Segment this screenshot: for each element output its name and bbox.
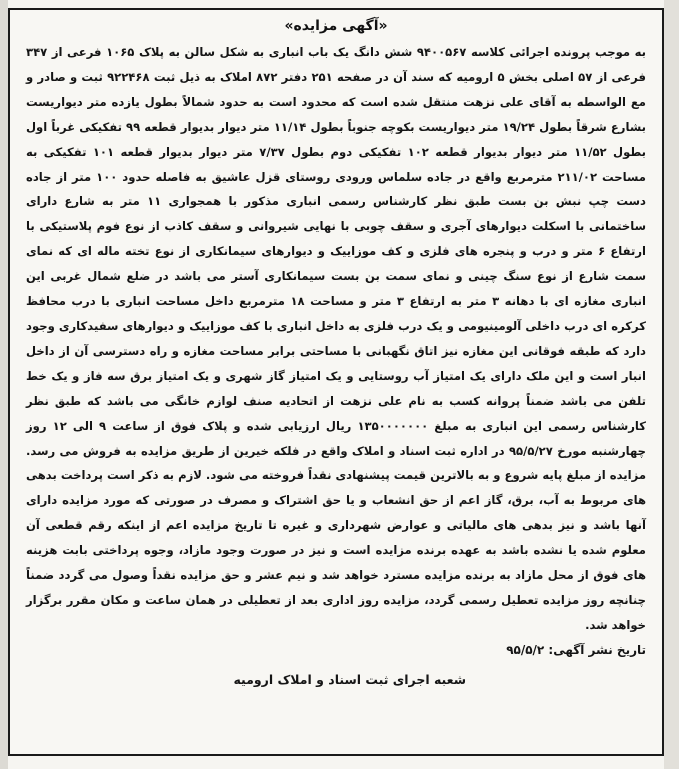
publish-date: تاریخ نشر آگهی: ۹۵/۵/۲ (506, 642, 646, 657)
issuing-office-signature: شعبه اجرای ثبت اسناد و املاک ارومیه (233, 671, 466, 687)
scan-edge-left (0, 0, 8, 769)
notice-body: به موجب پرونده اجرائی کلاسه ۹۴۰۰۵۶۷ شش دانگ یک باب انباری به شکل سالن به پلاک ۱۰۶۵ فرعی از ۳۴۷ فرعی از ۵۷ اصلی بخش ۵ ارومیه که سند آن در صفحه ۲۵۱ دفتر ۸۷۲ املاک به ذیل ثبت ۹۲۲۴۶۸ ثبت و صادر و مع الواسطه به آقای علی نزهت منتقل شده است که محدود است به حدود شمالاً بطول یازده متر دیواریست بشارع شرقاً بطول ۱۹/۲۴ متر دیواریست بکوچه جنوباً بطول ۱۱/۱۴ متر دیوار بدیوار قطعه ۹۹ تفکیکی غرباً اول بطول ۱۱/۵۲ متر دیوار بدیوار قطعه ۱۰۲ تفکیکی دوم بطول ۷/۳۷ متر دیوار بدیوار قطعه ۱۰۱ تفکیکی به مساحت ۲۱۱/۰۲ مترمربع واقع در جاده سلماس ورودی روستای قزل عاشیق به فاصله حدود ۱۰۰ متر از جاده دست چپ نبش بن بست طبق نظر کارشناس رسمی انباری مذکور با همجواری ۱۱ متر به شارع دارای ساختمانی با اسکلت دیوارهای آجری و سقف چوبی با نهایی شیروانی و سقف کاذب از نوع فوم پلاستیکی با ارتفاع ۶ متر و درب و پنجره های فلزی و کف موزاییک و دیوارهای سیمانکاری از نوع تخته ماله ای که نمای سمت شارع از نوع سنگ چینی و نمای سمت بن بست سیمانکاری آستر می باشد در ضلع شمال غربی این انباری مغازه ای با دهانه ۳ متر به ارتفاع ۳ متر و مساحت ۱۸ مترمربع داخل مساحت انباری با درب محافظ کرکره ای درب داخلی آلومینیومی و یک درب فلزی به داخل انباری با کف موزاییک و دیوارهای سفیدکاری وجود دارد که طبقه فوقانی این مغازه نیز اتاق نگهبانی با مساحتی برابر مساحت مغازه و راه دسترسی آن از داخل انبار است و این ملک دارای یک امتیاز آب روستایی و یک امتیاز گاز شهری و یک امتیاز برق سه فاز و یک خط تلفن می باشد ضمناً پروانه کسب به نام علی نزهت از اتحادیه صنف لوازم خانگی می باشد که طبق نظر کارشناس رسمی این انباری به مبلغ ۱۳۵۰۰۰۰۰۰۰ ریال ارزیابی شده و پلاک فوق از ساعت ۹ الی ۱۲ روز چهارشنبه مورخ ۹۵/۵/۲۷ در اداره ثبت اسناد و املاک واقع در فلکه خیرین از طریق مزایده به فروش می رسد. مزایده از مبلغ پایه شروع و به بالاترین قیمت پیشنهادی نقداً فروخته می شود. لازم به ذکر است پرداخت بدهی های مربوط به آب، برق، گاز اعم از حق انشعاب و یا حق اشتراک و مصرف در صورتی که مورد مزایده دارای آنها باشد و نیز بدهی های مالیاتی و عوارض شهرداری و غیره تا تاریخ مزایده اعم از اینکه رقم قطعی آن معلوم شده یا نشده باشد به عهده برنده مزایده است و نیز در صورت وجود مازاد، وجوه پرداختی بابت هزینه های فوق از محل مازاد به برنده مزایده مسترد خواهد شد و نیم عشر و حق مزایده نقداً وصول می گردد ضمناً چنانچه روز مزایده تعطیل رسمی گردد، مزایده روز اداری بعد از تعطیلی در همان ساعت و مکان مقرر برگزار خواهد شد. (26, 45, 646, 632)
notice-title: «آگهی مزایده» (284, 18, 388, 34)
auction-notice-box (8, 8, 664, 756)
scan-edge-right (664, 0, 679, 769)
